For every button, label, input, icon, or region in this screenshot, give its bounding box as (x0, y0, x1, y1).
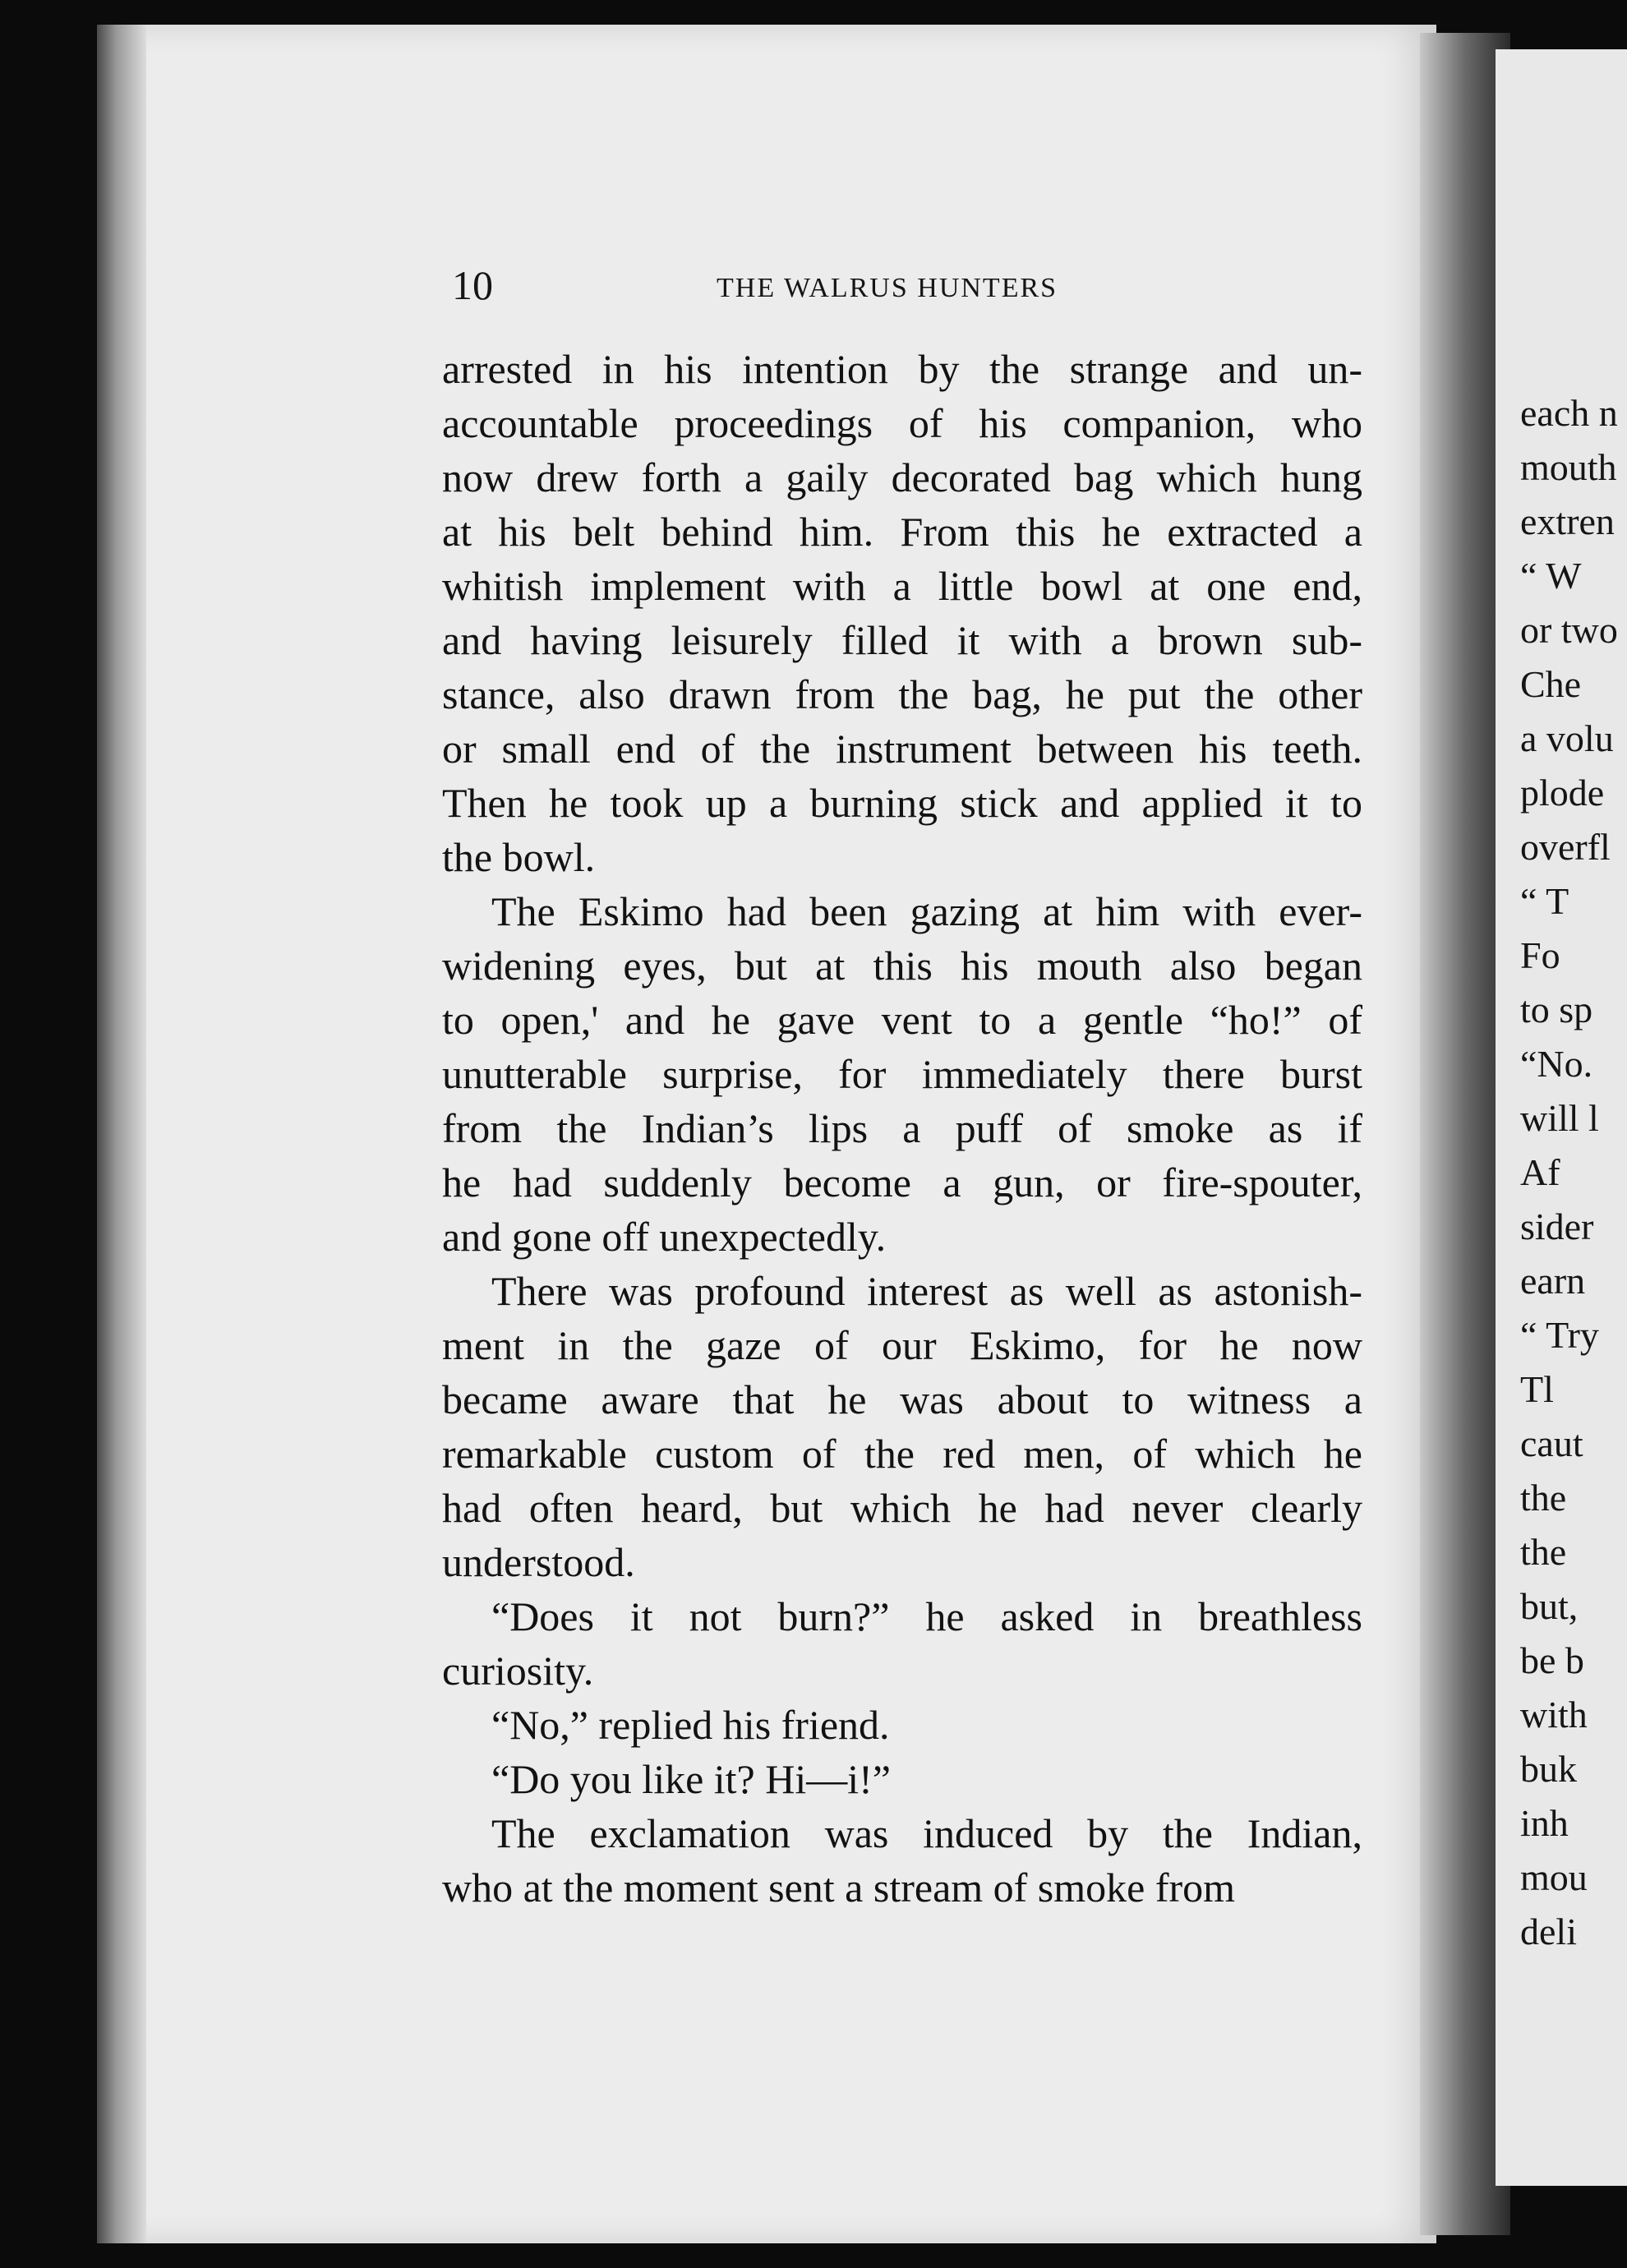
text-line: unutterable surprise, for immediately there burst (442, 1051, 1362, 1097)
facing-page-line: Af (1520, 1151, 1560, 1193)
facing-page-line: Che (1520, 663, 1582, 705)
paragraph (442, 342, 1362, 884)
facing-page-line: extren (1520, 500, 1615, 542)
facing-page-line: “ Try (1520, 1314, 1599, 1356)
facing-page-line: plode (1520, 772, 1605, 814)
facing-page-line: mouth (1520, 446, 1617, 488)
text-line: who at the moment sent a stream of smoke from (442, 1865, 1236, 1911)
page-edge-shadow (97, 25, 146, 2243)
running-head: THE WALRUS HUNTERS (717, 273, 1058, 303)
page-header (452, 261, 1356, 327)
text-line: The Eskimo had been gazing at him with ever- (491, 888, 1362, 934)
facing-page-line: the (1520, 1477, 1567, 1519)
facing-page-line: Tl (1520, 1368, 1554, 1410)
facing-page-line: but, (1520, 1585, 1579, 1627)
text-line: and having leisurely filled it with a brown sub- (442, 617, 1362, 663)
text-line: to open,' and he gave vent to a gentle “ho!” of (442, 997, 1362, 1043)
facing-page-line: “ T (1520, 880, 1569, 922)
facing-page-line: a volu (1520, 717, 1614, 759)
facing-page-line: inh (1520, 1802, 1569, 1844)
facing-page-line: each n (1520, 392, 1618, 434)
facing-page (1496, 49, 1627, 2186)
text-line: remarkable custom of the red men, of which he (442, 1431, 1362, 1477)
facing-page-line: Fo (1520, 934, 1560, 976)
text-line: from the Indian’s lips a puff of smoke as if (442, 1105, 1362, 1151)
paragraph (442, 1698, 1362, 1752)
text-line: stance, also drawn from the bag, he put the other (442, 671, 1362, 717)
page-number: 10 (452, 262, 493, 308)
facing-page-line: overfl (1520, 826, 1611, 868)
text-line: ment in the gaze of our Eskimo, for he now (442, 1322, 1362, 1368)
text-line: “Does it not burn?” he asked in breathless (491, 1593, 1362, 1639)
facing-page-line: deli (1520, 1911, 1577, 1952)
facing-page-text (1520, 386, 1618, 1959)
text-line: “Do you like it? Hi—i!” (491, 1756, 891, 1802)
text-line: arrested in his intention by the strange and un- (442, 346, 1362, 392)
paragraph (442, 884, 1362, 1264)
text-line: curiosity. (442, 1648, 594, 1694)
text-line: now drew forth a gaily decorated bag which hung (442, 454, 1362, 500)
text-line: at his belt behind him. From this he extracted a (442, 509, 1362, 555)
paragraph (442, 1589, 1362, 1698)
text-line: There was profound interest as well as astonish- (491, 1268, 1362, 1314)
paragraph (442, 1264, 1362, 1589)
facing-page-line: “ W (1520, 555, 1582, 597)
text-line: widening eyes, but at this his mouth also began (442, 943, 1362, 989)
facing-page-line: the (1520, 1531, 1567, 1573)
facing-page-line: caut (1520, 1422, 1583, 1464)
text-line: understood. (442, 1539, 635, 1585)
text-line: “No,” replied his friend. (491, 1702, 890, 1748)
facing-page-line: earn (1520, 1260, 1586, 1302)
facing-page-line: will l (1520, 1097, 1599, 1139)
paragraph (442, 1752, 1362, 1806)
text-line: and gone off unexpectedly. (442, 1214, 887, 1260)
facing-page-line: or two (1520, 609, 1618, 651)
text-line: whitish implement with a little bowl at one end, (442, 563, 1362, 609)
text-line: The exclamation was induced by the Indian, (491, 1810, 1362, 1856)
text-line: he had suddenly become a gun, or fire-spouter, (442, 1159, 1362, 1205)
facing-page-line: mou (1520, 1856, 1588, 1898)
text-line: had often heard, but which he had never clearly (442, 1485, 1362, 1531)
facing-page-line: sider (1520, 1205, 1594, 1247)
facing-page-line: buk (1520, 1748, 1577, 1790)
text-line: the bowl. (442, 834, 596, 880)
facing-page-line: be b (1520, 1639, 1584, 1681)
text-line: or small end of the instrument between his teeth. (442, 726, 1362, 772)
paragraph (442, 1806, 1362, 1915)
text-line: accountable proceedings of his companion, who (442, 400, 1362, 446)
facing-page-line: “No. (1520, 1043, 1593, 1085)
text-line: became aware that he was about to witness a (442, 1376, 1362, 1422)
text-line: Then he took up a burning stick and applied it to (442, 780, 1362, 826)
facing-page-line: to sp (1520, 989, 1593, 1030)
body-text (442, 342, 1362, 1915)
facing-page-line: with (1520, 1694, 1588, 1736)
